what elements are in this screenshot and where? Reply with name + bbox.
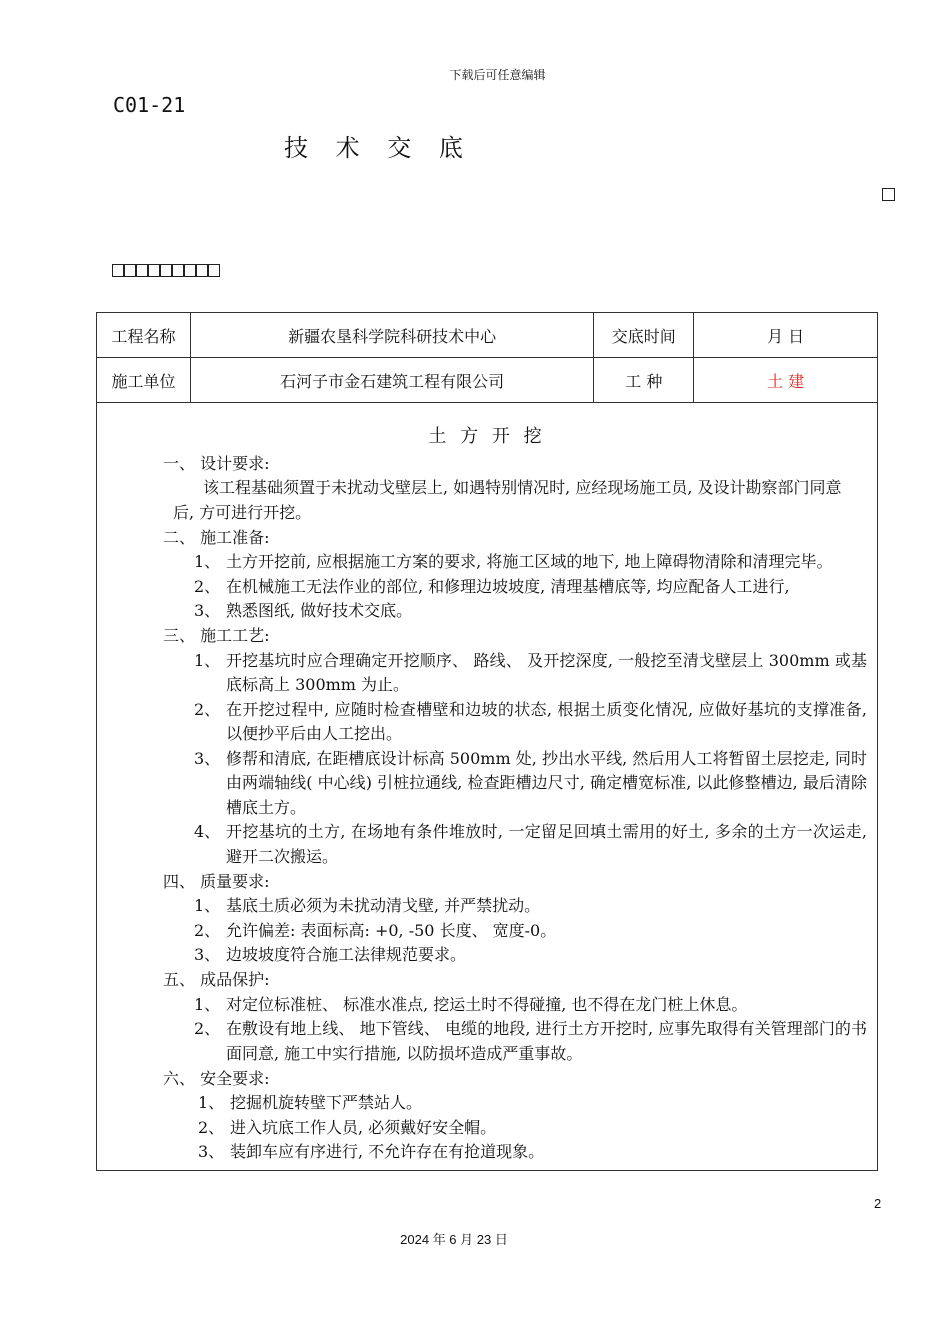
item-text: 在敷设有地上线、 地下管线、 电缆的地段, 进行土方开挖时, 应事先取得有关管理部门的书面同意, 施工中实行措施, 以防损坏造成严重事故。 <box>226 1019 867 1063</box>
header-note: 下载后可任意编辑 <box>449 68 546 82</box>
item-number: 4、 <box>194 822 221 841</box>
briefing-date-label: 交底时间 <box>594 313 694 358</box>
item-text: 允许偏差: 表面标高: +0, -50 长度、 宽度-0。 <box>226 920 557 940</box>
paragraph: 后, 方可进行开挖。 <box>173 502 312 522</box>
list-item <box>97 747 877 821</box>
table-row <box>97 358 878 403</box>
item-text: 对定位标准桩、 标准水准点, 挖运土时不得碰撞, 也不得在龙门桩上休息。 <box>226 994 748 1014</box>
list-item <box>97 649 877 698</box>
table-row <box>97 313 878 358</box>
item-number: 3、 <box>198 1142 225 1161</box>
section-heading: 六、 安全要求: <box>163 1068 270 1088</box>
item-text: 在机械施工无法作业的部位, 和修理边坡坡度, 清理基槽底等, 均应配备人工进行, <box>226 576 790 596</box>
box-glyph-icon <box>124 264 136 277</box>
list-item <box>97 1140 877 1165</box>
box-glyph-icon <box>172 264 184 277</box>
item-number: 2、 <box>194 920 221 940</box>
item-text: 开挖基坑的土方, 在场地有条件堆放时, 一定留足回填土需用的好土, 多余的土方一次运走, 避开二次搬运。 <box>226 822 867 866</box>
project-name-value: 新疆农垦科学院科研技术中心 <box>190 313 593 358</box>
list-item <box>97 1116 877 1141</box>
footer-date: 2024 年 6 月 23 日 <box>400 1232 508 1247</box>
box-glyph-icon <box>184 264 196 277</box>
list-item <box>97 599 877 624</box>
item-text: 熟悉图纸, 做好技术交底。 <box>226 601 413 620</box>
briefing-date-value: 月 日 <box>694 313 878 358</box>
item-text: 土方开挖前, 应根据施工方案的要求, 将施工区域的地下, 地上障碍物清除和清理完毕。 <box>226 552 833 571</box>
box-glyph-icon <box>196 264 208 277</box>
list-item <box>97 943 877 968</box>
trade-label: 工 种 <box>594 358 694 403</box>
list-item <box>97 1017 877 1066</box>
content-title: 土 方 开 挖 <box>428 426 546 447</box>
item-number: 2、 <box>194 576 221 596</box>
info-table <box>96 312 878 403</box>
item-text: 修帮和清底, 在距槽底设计标高 500mm 处, 抄出水平线, 然后用人工将暂留土层挖走, 同时由两端轴线( 中心线) 引桩拉通线, 检查距槽边尺寸, 确定槽宽标准, 以此修整槽边, 最后清除槽底土方。 <box>226 748 867 817</box>
list-item <box>97 894 877 919</box>
item-text: 基底土质必须为未扰动清戈壁, 并严禁扰动。 <box>226 896 541 915</box>
document-title: 技 术 交 底 <box>284 134 473 162</box>
checkbox-icon[interactable] <box>882 188 895 201</box>
item-number: 1、 <box>194 896 221 915</box>
list-item <box>97 575 877 600</box>
construction-unit-value: 石河子市金石建筑工程有限公司 <box>190 358 593 403</box>
list-item <box>97 820 877 869</box>
construction-unit-label: 施工单位 <box>97 358 191 403</box>
briefing-content <box>96 403 878 1171</box>
box-glyph-icon <box>136 264 148 277</box>
list-item <box>97 919 877 944</box>
box-glyph-icon <box>208 264 220 277</box>
item-number: 3、 <box>194 748 221 768</box>
item-number: 3、 <box>194 945 221 964</box>
section-heading: 三、 施工工艺: <box>163 626 270 645</box>
trade-value: 土 建 <box>694 358 878 403</box>
paragraph: 该工程基础须置于未扰动戈壁层上, 如遇特别情况时, 应经现场施工员, 及设计勘察部门同意 <box>203 478 842 497</box>
item-text: 装卸车应有序进行, 不允许存在有抢道现象。 <box>230 1142 545 1161</box>
box-glyph-icon <box>148 264 160 277</box>
box-glyph-icon <box>160 264 172 277</box>
section-heading: 二、 施工准备: <box>163 527 270 547</box>
item-text: 开挖基坑时应合理确定开挖顺序、 路线、 及开挖深度, 一般挖至清戈壁层上 300mm 或基底标高上 300mm 为止。 <box>226 650 867 694</box>
placeholder-boxes <box>112 264 220 277</box>
item-number: 1、 <box>194 650 221 670</box>
item-number: 2、 <box>194 699 221 719</box>
section-heading: 五、 成品保护: <box>163 970 270 989</box>
item-text: 边坡坡度符合施工法律规范要求。 <box>226 945 467 964</box>
list-item <box>97 993 877 1018</box>
item-number: 3、 <box>194 601 221 620</box>
item-text: 挖掘机旋转壁下严禁站人。 <box>230 1093 423 1112</box>
item-number: 1、 <box>198 1093 225 1112</box>
project-name-label: 工程名称 <box>97 313 191 358</box>
section-heading: 四、 质量要求: <box>163 871 270 891</box>
list-item <box>97 550 877 575</box>
item-number: 1、 <box>194 994 221 1014</box>
item-number: 2、 <box>198 1117 225 1137</box>
section-heading: 一、 设计要求: <box>163 453 270 473</box>
list-item <box>97 698 877 747</box>
item-number: 2、 <box>194 1019 221 1038</box>
item-number: 1、 <box>194 552 221 571</box>
page-number: 2 <box>874 1196 882 1211</box>
box-glyph-icon <box>112 264 124 277</box>
document-code: C01-21 <box>113 93 186 117</box>
item-text: 进入坑底工作人员, 必须戴好安全帽。 <box>230 1117 497 1137</box>
list-item <box>97 1091 877 1116</box>
item-text: 在开挖过程中, 应随时检查槽壁和边坡的状态, 根据土质变化情况, 应做好基坑的支撑准备, 以便抄平后由人工挖出。 <box>226 699 867 743</box>
